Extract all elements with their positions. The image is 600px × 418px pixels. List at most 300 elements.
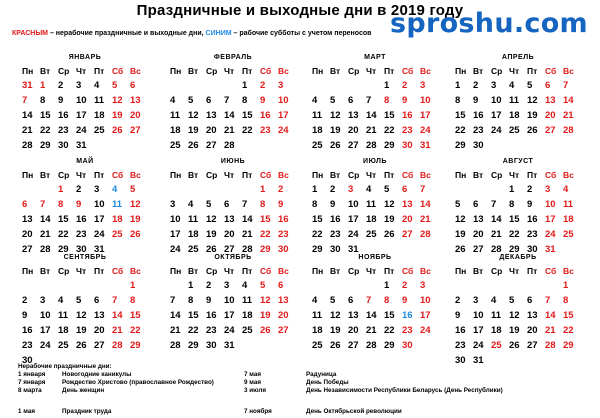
month-title: ДЕКАБРЬ	[499, 254, 537, 261]
month-block	[453, 252, 583, 368]
day-cell: 14	[420, 199, 431, 210]
month-block	[310, 252, 440, 353]
day-cell: 10	[348, 199, 359, 210]
day-cell: 7	[224, 95, 230, 106]
day-cell: 5	[130, 184, 136, 195]
day-cell: 4	[94, 80, 100, 91]
weekday-header: Сб	[260, 169, 272, 180]
holiday-name: День Победы	[306, 379, 349, 386]
day-cell: 2	[260, 80, 266, 91]
day-cell: 25	[58, 340, 69, 351]
weekday-header: Сб	[112, 265, 124, 276]
day-cell: 20	[224, 229, 235, 240]
weekday-header: Пн	[22, 169, 34, 180]
month-block	[168, 52, 298, 153]
day-cell: 11	[170, 110, 181, 121]
weekday-header: Вт	[473, 169, 484, 180]
weekday-header: Вс	[278, 169, 289, 180]
day-cell: 20	[94, 325, 105, 336]
day-cell: 4	[312, 295, 318, 306]
day-cell: 28	[40, 244, 51, 255]
day-cell: 12	[112, 95, 123, 106]
day-cell: 9	[278, 199, 284, 210]
weekday-header: Пт	[242, 65, 253, 76]
day-cell: 14	[40, 214, 51, 225]
day-cell: 26	[260, 325, 271, 336]
day-cell: 9	[76, 199, 82, 210]
day-cell: 1	[312, 184, 318, 195]
day-cell: 27	[130, 125, 141, 136]
month-title: МАРТ	[364, 54, 386, 61]
day-cell: 30	[473, 140, 484, 151]
day-cell: 23	[22, 340, 33, 351]
day-cell: 4	[112, 184, 118, 195]
weekday-header: Пт	[94, 265, 105, 276]
day-cell: 1	[455, 80, 461, 91]
day-cell: 3	[170, 199, 176, 210]
day-cell: 27	[206, 140, 217, 151]
day-cell: 7	[242, 199, 248, 210]
weekday-header: Вт	[40, 169, 51, 180]
day-cell: 23	[278, 229, 289, 240]
weekday-header: Вт	[473, 65, 484, 76]
day-cell: 19	[112, 110, 123, 121]
day-cell: 13	[473, 214, 484, 225]
day-cell: 23	[402, 125, 413, 136]
weekday-header: Вс	[420, 65, 431, 76]
day-cell: 20	[22, 229, 33, 240]
day-cell: 1	[58, 184, 64, 195]
day-cell: 27	[224, 244, 235, 255]
day-cell: 2	[58, 80, 64, 91]
day-cell: 16	[58, 110, 69, 121]
day-cell: 5	[330, 295, 336, 306]
day-cell: 9	[206, 295, 212, 306]
day-cell: 4	[188, 199, 194, 210]
holidays-title: Нерабочие праздничные дни:	[18, 363, 112, 370]
day-cell: 22	[384, 325, 395, 336]
day-cell: 31	[94, 244, 105, 255]
day-cell: 29	[455, 140, 466, 151]
weekday-header: Пн	[455, 65, 467, 76]
day-cell: 25	[94, 125, 105, 136]
day-cell: 16	[330, 214, 341, 225]
weekday-header: Сб	[112, 65, 124, 76]
day-cell: 14	[545, 310, 556, 321]
day-cell: 13	[527, 310, 538, 321]
day-cell: 2	[278, 184, 284, 195]
day-cell: 20	[206, 125, 217, 136]
day-cell: 16	[473, 110, 484, 121]
day-cell: 2	[402, 280, 408, 291]
day-cell: 11	[188, 214, 199, 225]
weekday-header: Вт	[473, 265, 484, 276]
day-cell: 29	[130, 340, 141, 351]
day-cell: 19	[330, 125, 341, 136]
weekday-header: Пт	[527, 169, 538, 180]
weekday-header: Пт	[527, 265, 538, 276]
weekday-header: Сб	[402, 169, 414, 180]
day-cell: 3	[278, 80, 284, 91]
day-cell: 22	[455, 125, 466, 136]
day-cell: 11	[242, 295, 253, 306]
day-cell: 8	[58, 199, 64, 210]
weekday-header: Вс	[278, 65, 289, 76]
month-days-grid	[168, 263, 298, 353]
weekday-header: Чт	[76, 169, 87, 180]
day-cell: 13	[278, 295, 289, 306]
day-cell: 13	[348, 110, 359, 121]
day-cell: 27	[473, 244, 484, 255]
day-cell: 7	[491, 199, 497, 210]
day-cell: 24	[224, 325, 235, 336]
day-cell: 5	[384, 184, 390, 195]
day-cell: 15	[312, 214, 323, 225]
day-cell: 16	[278, 214, 289, 225]
day-cell: 14	[242, 214, 253, 225]
day-cell: 3	[40, 295, 46, 306]
day-cell: 27	[545, 125, 556, 136]
weekday-header: Пн	[455, 265, 467, 276]
weekday-header: Вт	[188, 265, 199, 276]
day-cell: 8	[40, 95, 46, 106]
day-cell: 21	[366, 325, 377, 336]
month-days-grid	[20, 167, 150, 257]
day-cell: 10	[420, 295, 431, 306]
day-cell: 22	[40, 125, 51, 136]
day-cell: 5	[330, 95, 336, 106]
day-cell: 8	[509, 199, 515, 210]
weekday-header: Вс	[563, 169, 574, 180]
day-cell: 11	[312, 310, 323, 321]
day-cell: 12	[130, 199, 141, 210]
day-cell: 26	[76, 340, 87, 351]
day-cell: 9	[330, 199, 336, 210]
day-cell: 17	[473, 325, 484, 336]
weekday-header: Сб	[112, 169, 124, 180]
day-cell: 21	[170, 325, 181, 336]
weekday-header: Вс	[130, 265, 141, 276]
day-cell: 23	[473, 125, 484, 136]
day-cell: 30	[76, 244, 87, 255]
day-cell: 13	[348, 310, 359, 321]
day-cell: 6	[527, 295, 533, 306]
day-cell: 6	[348, 295, 354, 306]
day-cell: 15	[563, 310, 574, 321]
day-cell: 23	[527, 229, 538, 240]
day-cell: 26	[206, 244, 217, 255]
day-cell: 18	[112, 214, 123, 225]
day-cell: 20	[473, 229, 484, 240]
day-cell: 3	[348, 184, 354, 195]
day-cell: 11	[312, 110, 323, 121]
day-cell: 5	[509, 295, 515, 306]
day-cell: 25	[563, 229, 574, 240]
weekday-header: Вт	[330, 169, 341, 180]
day-cell: 22	[130, 325, 141, 336]
day-cell: 5	[188, 95, 194, 106]
legend-blue-text: – рабочие субботы с учетом переносов	[231, 30, 372, 37]
month-days-grid	[20, 63, 150, 153]
day-cell: 16	[206, 310, 217, 321]
day-cell: 28	[545, 340, 556, 351]
day-cell: 7	[563, 80, 569, 91]
day-cell: 11	[58, 310, 69, 321]
day-cell: 16	[527, 214, 538, 225]
day-cell: 6	[545, 80, 551, 91]
day-cell: 20	[527, 325, 538, 336]
day-cell: 25	[170, 140, 181, 151]
day-cell: 6	[206, 95, 212, 106]
month-title: СЕНТЯБРЬ	[63, 254, 107, 261]
legend	[12, 30, 371, 37]
weekday-header: Пн	[170, 265, 182, 276]
day-cell: 13	[22, 214, 33, 225]
day-cell: 27	[348, 340, 359, 351]
day-cell: 24	[278, 125, 289, 136]
day-cell: 19	[509, 325, 520, 336]
day-cell: 4	[491, 295, 497, 306]
day-cell: 23	[402, 325, 413, 336]
weekday-header: Чт	[224, 65, 235, 76]
day-cell: 28	[242, 244, 253, 255]
day-cell: 14	[22, 110, 33, 121]
day-cell: 11	[491, 310, 502, 321]
holiday-date: 7 января	[18, 379, 46, 386]
weekday-header: Пн	[312, 65, 324, 76]
day-cell: 29	[384, 140, 395, 151]
day-cell: 29	[384, 340, 395, 351]
page-title: Праздничные и выходные дни в 2019 году	[136, 2, 464, 19]
day-cell: 2	[76, 184, 82, 195]
day-cell: 9	[473, 95, 479, 106]
day-cell: 21	[366, 125, 377, 136]
weekday-header: Ср	[206, 65, 218, 76]
month-block	[168, 252, 298, 353]
weekday-header: Чт	[76, 265, 87, 276]
weekday-header: Вт	[188, 65, 199, 76]
month-days-grid	[20, 263, 150, 368]
weekday-header: Ср	[348, 265, 360, 276]
day-cell: 19	[188, 125, 199, 136]
day-cell: 3	[545, 184, 551, 195]
day-cell: 31	[76, 140, 87, 151]
weekday-header: Сб	[545, 169, 557, 180]
weekday-header: Сб	[260, 265, 272, 276]
month-days-grid	[453, 167, 583, 257]
day-cell: 29	[509, 244, 520, 255]
weekday-header: Ср	[58, 169, 70, 180]
legend-red-text: – нерабочие праздничные и выходные дни,	[48, 30, 206, 37]
day-cell: 15	[242, 110, 253, 121]
weekday-header: Вс	[563, 65, 574, 76]
day-cell: 7	[366, 95, 372, 106]
day-cell: 26	[188, 140, 199, 151]
holiday-date: 8 марта	[18, 387, 42, 394]
month-block	[453, 52, 583, 153]
day-cell: 17	[491, 110, 502, 121]
day-cell: 21	[22, 125, 33, 136]
day-cell: 12	[384, 199, 395, 210]
legend-red-word: КРАСНЫМ	[12, 30, 49, 37]
day-cell: 16	[260, 110, 271, 121]
day-cell: 3	[94, 184, 100, 195]
holiday-name: Праздник труда	[62, 408, 112, 415]
month-block	[453, 156, 583, 257]
day-cell: 10	[278, 95, 289, 106]
day-cell: 7	[112, 295, 118, 306]
day-cell: 6	[402, 184, 408, 195]
day-cell: 1	[40, 80, 46, 91]
day-cell: 23	[260, 125, 271, 136]
day-cell: 4	[509, 80, 515, 91]
day-cell: 10	[420, 95, 431, 106]
day-cell: 31	[420, 140, 431, 151]
day-cell: 31	[224, 340, 235, 351]
day-cell: 9	[402, 295, 408, 306]
holiday-date: 7 ноября	[244, 408, 272, 415]
day-cell: 10	[94, 199, 105, 210]
month-days-grid	[453, 263, 583, 368]
day-cell: 25	[188, 244, 199, 255]
day-cell: 11	[94, 95, 105, 106]
day-cell: 13	[402, 199, 413, 210]
day-cell: 15	[188, 310, 199, 321]
day-cell: 20	[402, 214, 413, 225]
day-cell: 26	[455, 244, 466, 255]
day-cell: 16	[402, 310, 413, 321]
day-cell: 30	[330, 244, 341, 255]
weekday-header: Пт	[384, 169, 395, 180]
day-cell: 15	[130, 310, 141, 321]
weekday-header: Вс	[563, 265, 574, 276]
day-cell: 30	[455, 355, 466, 366]
weekday-header: Пт	[242, 169, 253, 180]
weekday-header: Вт	[330, 65, 341, 76]
day-cell: 16	[76, 214, 87, 225]
day-cell: 4	[58, 295, 64, 306]
day-cell: 26	[384, 229, 395, 240]
day-cell: 28	[366, 140, 377, 151]
day-cell: 28	[170, 340, 181, 351]
weekday-header: Ср	[348, 65, 360, 76]
day-cell: 14	[366, 110, 377, 121]
day-cell: 29	[40, 140, 51, 151]
day-cell: 7	[22, 95, 28, 106]
day-cell: 13	[130, 95, 141, 106]
day-cell: 2	[473, 80, 479, 91]
day-cell: 19	[527, 110, 538, 121]
weekday-header: Ср	[206, 169, 218, 180]
day-cell: 15	[384, 310, 395, 321]
day-cell: 22	[58, 229, 69, 240]
day-cell: 12	[330, 310, 341, 321]
day-cell: 8	[563, 295, 569, 306]
day-cell: 21	[491, 229, 502, 240]
day-cell: 4	[312, 95, 318, 106]
day-cell: 1	[384, 280, 390, 291]
day-cell: 25	[312, 140, 323, 151]
day-cell: 18	[312, 325, 323, 336]
day-cell: 21	[112, 325, 123, 336]
day-cell: 18	[491, 325, 502, 336]
day-cell: 12	[76, 310, 87, 321]
day-cell: 28	[491, 244, 502, 255]
day-cell: 17	[420, 310, 431, 321]
day-cell: 8	[130, 295, 136, 306]
weekday-header: Ср	[491, 65, 503, 76]
day-cell: 11	[112, 199, 123, 210]
day-cell: 14	[224, 110, 235, 121]
day-cell: 21	[40, 229, 51, 240]
day-cell: 9	[58, 95, 64, 106]
day-cell: 26	[330, 140, 341, 151]
day-cell: 29	[188, 340, 199, 351]
weekday-header: Вт	[40, 65, 51, 76]
day-cell: 21	[545, 325, 556, 336]
day-cell: 6	[473, 199, 479, 210]
day-cell: 27	[348, 140, 359, 151]
day-cell: 6	[348, 95, 354, 106]
day-cell: 25	[242, 325, 253, 336]
day-cell: 28	[563, 125, 574, 136]
day-cell: 5	[112, 80, 118, 91]
weekday-header: Вт	[330, 265, 341, 276]
day-cell: 22	[242, 125, 253, 136]
day-cell: 14	[170, 310, 181, 321]
day-cell: 8	[188, 295, 194, 306]
month-title: ФЕВРАЛЬ	[213, 54, 253, 61]
day-cell: 18	[170, 125, 181, 136]
holidays-list	[18, 363, 598, 418]
weekday-header: Вт	[40, 265, 51, 276]
weekday-header: Пн	[170, 169, 182, 180]
day-cell: 10	[76, 95, 87, 106]
day-cell: 30	[402, 140, 413, 151]
day-cell: 10	[170, 214, 181, 225]
day-cell: 8	[312, 199, 318, 210]
weekday-header: Чт	[366, 65, 377, 76]
day-cell: 18	[188, 229, 199, 240]
day-cell: 2	[330, 184, 336, 195]
month-title: МАЙ	[76, 158, 94, 165]
weekday-header: Пн	[170, 65, 182, 76]
day-cell: 19	[260, 310, 271, 321]
day-cell: 24	[94, 229, 105, 240]
month-days-grid	[168, 63, 298, 153]
weekday-header: Пн	[312, 169, 324, 180]
day-cell: 10	[545, 199, 556, 210]
weekday-header: Пт	[94, 169, 105, 180]
day-cell: 15	[40, 110, 51, 121]
day-cell: 12	[455, 214, 466, 225]
weekday-header: Чт	[509, 265, 520, 276]
day-cell: 29	[563, 340, 574, 351]
month-days-grid	[310, 263, 440, 353]
day-cell: 5	[455, 199, 461, 210]
day-cell: 6	[130, 80, 136, 91]
weekday-header: Чт	[224, 169, 235, 180]
day-cell: 30	[278, 244, 289, 255]
day-cell: 19	[206, 229, 217, 240]
day-cell: 1	[260, 184, 266, 195]
legend-blue-word: СИНИМ	[205, 30, 232, 37]
day-cell: 28	[112, 340, 123, 351]
holiday-date: 1 января	[18, 371, 46, 378]
day-cell: 27	[402, 229, 413, 240]
day-cell: 9	[455, 310, 461, 321]
month-block	[20, 52, 150, 153]
